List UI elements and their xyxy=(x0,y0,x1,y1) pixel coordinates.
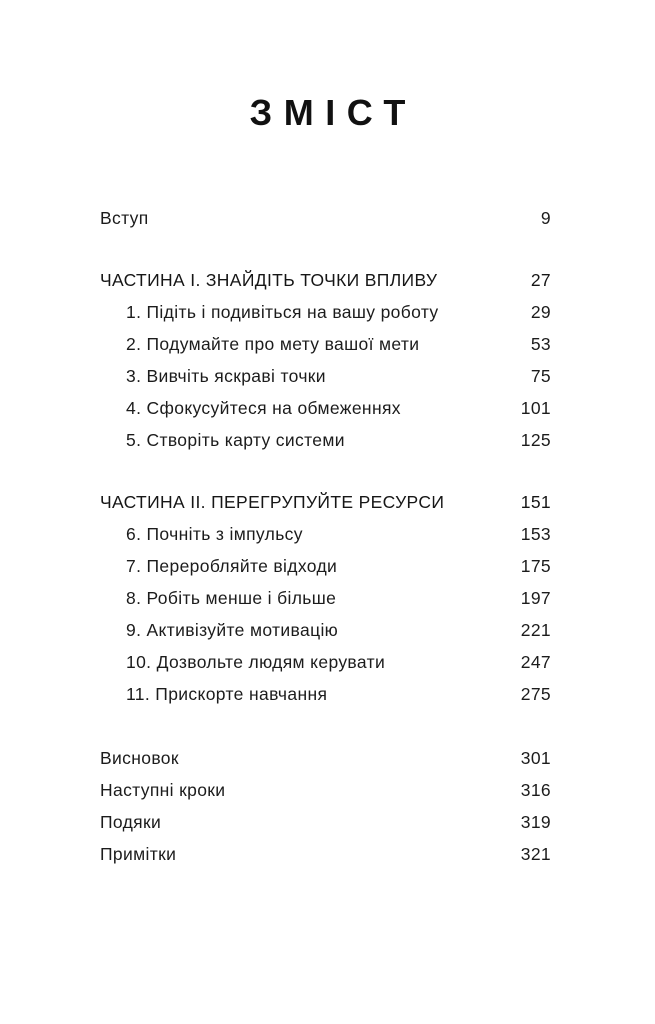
toc-entry-label: 6. Почніть з імпульсу xyxy=(126,524,303,544)
toc-entry-page: 175 xyxy=(520,556,551,576)
toc-chapter-2 xyxy=(100,328,551,360)
toc-entry-label: ЧАСТИНА ІІ. ПЕРЕГРУПУЙТЕ РЕСУРСИ xyxy=(100,492,445,512)
toc-chapter-11 xyxy=(100,678,551,710)
toc-chapter-4 xyxy=(100,392,551,424)
toc-chapter-1 xyxy=(100,296,551,328)
toc-entry-label: 7. Переробляйте відходи xyxy=(126,556,338,576)
toc-entry-label: ЧАСТИНА І. ЗНАЙДІТЬ ТОЧКИ ВПЛИВУ xyxy=(100,270,438,290)
toc-chapter-10 xyxy=(100,646,551,678)
toc-entry-label: Примітки xyxy=(100,844,177,864)
toc-part-1-heading xyxy=(100,264,551,296)
toc-chapter-9 xyxy=(100,614,551,646)
toc-part-2-heading xyxy=(100,486,551,518)
toc-entry-label: 9. Активізуйте мотивацію xyxy=(126,620,339,640)
toc-entry-page: 75 xyxy=(530,366,551,386)
toc-chapter-7 xyxy=(100,550,551,582)
toc-entry-page: 125 xyxy=(520,430,551,450)
toc-entry-page: 153 xyxy=(520,524,551,544)
toc-entry-label: 3. Вивчіть яскраві точки xyxy=(126,366,326,386)
toc-entry-label: 4. Сфокусуйтеся на обмеженнях xyxy=(126,398,401,418)
toc-entry-page: 29 xyxy=(530,302,551,322)
table-of-contents xyxy=(0,202,655,870)
toc-entry-page: 151 xyxy=(520,492,551,512)
toc-chapter-5 xyxy=(100,424,551,456)
toc-entry-page: 247 xyxy=(520,652,551,672)
toc-entry-label: 1. Підіть і подивіться на вашу роботу xyxy=(126,302,439,322)
toc-entry-page: 321 xyxy=(520,844,551,864)
toc-entry-intro xyxy=(100,202,551,234)
toc-chapter-6 xyxy=(100,518,551,550)
toc-chapter-8 xyxy=(100,582,551,614)
toc-entry-page: 275 xyxy=(520,684,551,704)
toc-entry-label: Подяки xyxy=(100,812,162,832)
toc-entry-page: 27 xyxy=(530,270,551,290)
toc-entry-label: 8. Робіть менше і більше xyxy=(126,588,337,608)
toc-entry-conclusion xyxy=(100,742,551,774)
toc-entry-page: 301 xyxy=(520,748,551,768)
toc-entry-next-steps xyxy=(100,774,551,806)
toc-chapter-3 xyxy=(100,360,551,392)
toc-entry-page: 53 xyxy=(530,334,551,354)
toc-entry-label: 2. Подумайте про мету вашої мети xyxy=(126,334,420,354)
toc-entry-label: Наступні кроки xyxy=(100,780,226,800)
page-title: ЗМІСТ xyxy=(249,92,417,133)
toc-entry-page: 9 xyxy=(540,208,551,228)
toc-entry-notes xyxy=(100,838,551,870)
toc-entry-acknowledgements xyxy=(100,806,551,838)
toc-entry-label: 11. Прискорте навчання xyxy=(126,684,328,704)
toc-entry-label: Висновок xyxy=(100,748,179,768)
toc-entry-page: 316 xyxy=(520,780,551,800)
toc-entry-label: Вступ xyxy=(100,208,149,228)
toc-entry-page: 319 xyxy=(520,812,551,832)
toc-entry-page: 197 xyxy=(520,588,551,608)
toc-entry-label: 5. Створіть карту системи xyxy=(126,430,345,450)
toc-entry-page: 101 xyxy=(520,398,551,418)
toc-entry-page: 221 xyxy=(520,620,551,640)
toc-entry-label: 10. Дозвольте людям керувати xyxy=(126,652,386,672)
